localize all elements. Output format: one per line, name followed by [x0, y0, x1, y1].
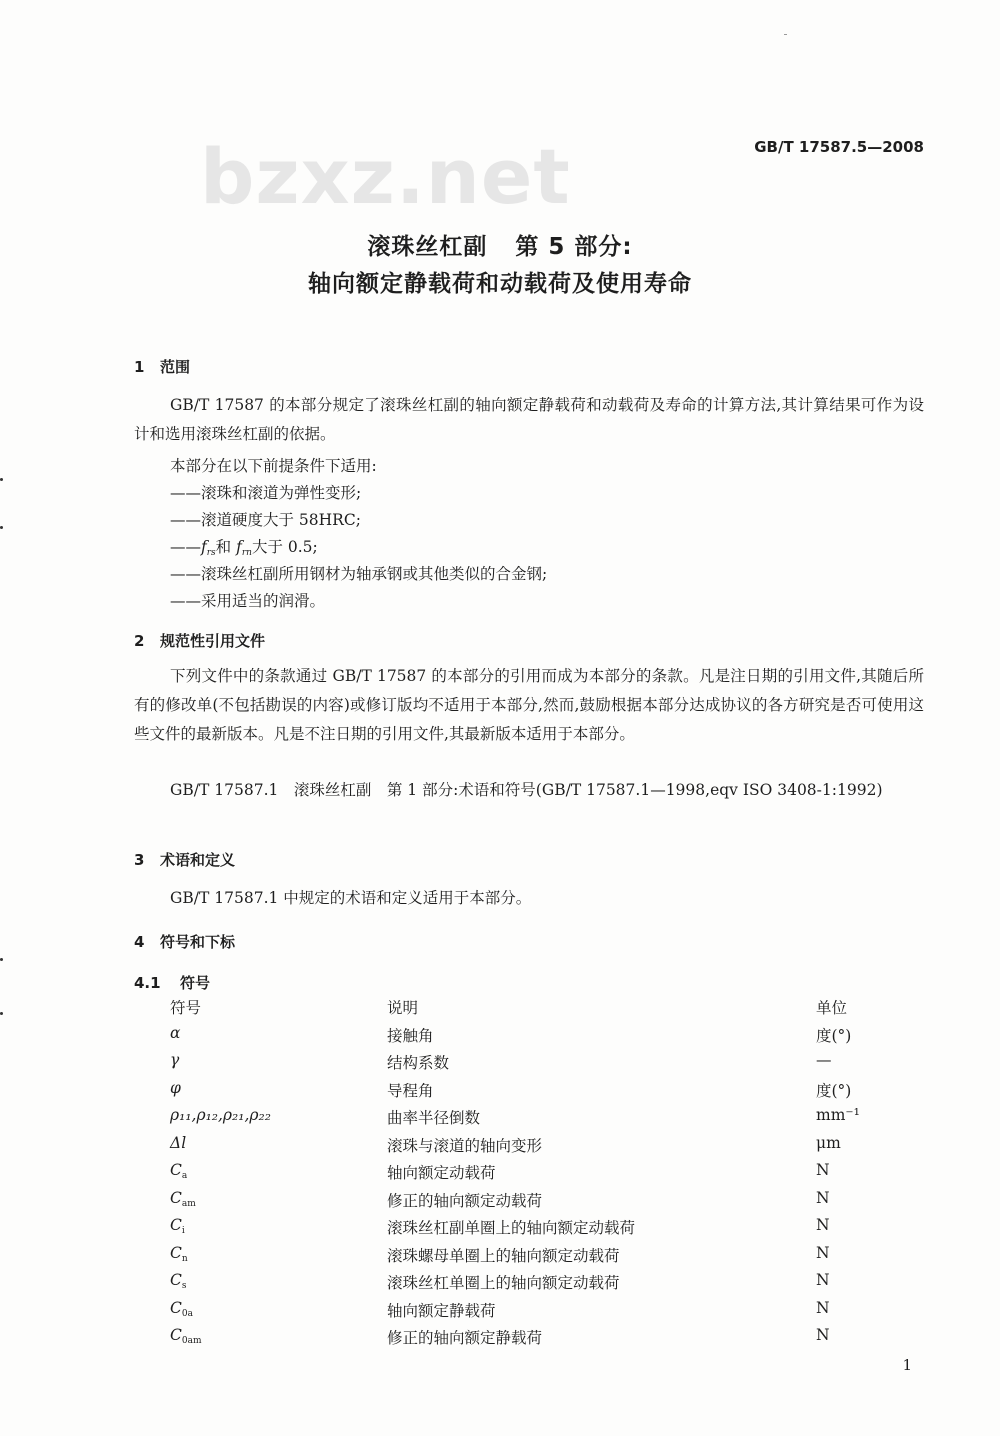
title-line-2: 轴向额定静载荷和动载荷及使用寿命 — [308, 271, 692, 297]
symbol-cell — [170, 1024, 180, 1042]
title-part-b: 第 5 部分: — [515, 234, 633, 260]
description-cell: 修正的轴向额定静载荷 — [387, 1329, 543, 1347]
subscript: rs — [206, 548, 216, 558]
symbol-main: ρ₁₁,ρ₁₂,ρ₂₁,ρ₂₂ — [170, 1106, 271, 1124]
description-cell: 曲率半径倒数 — [387, 1109, 481, 1127]
symbol-f: f — [236, 538, 242, 556]
symbol-main: C — [170, 1298, 182, 1317]
section-1-heading — [134, 356, 190, 377]
symbol-cell — [170, 1189, 196, 1209]
description-cell: 修正的轴向额定动载荷 — [387, 1191, 543, 1210]
unit-cell: 度(°) — [816, 1026, 852, 1045]
scan-mark — [784, 34, 787, 35]
section-3-paragraph: GB/T 17587.1 中规定的术语和定义适用于本部分。 — [170, 889, 532, 907]
subscript: rn — [241, 548, 252, 558]
section-title: 术语和定义 — [160, 851, 236, 869]
symbol-cell — [170, 1299, 193, 1319]
unit-cell: mm⁻¹ — [816, 1106, 860, 1124]
unit-cell: N — [816, 1326, 830, 1344]
symbol-main: C — [170, 1161, 182, 1179]
condition-item-5: ——采用适当的润滑。 — [170, 592, 326, 610]
description-cell: 接触角 — [387, 1026, 434, 1045]
section-4-heading — [134, 931, 235, 952]
description-cell: 轴向额定静载荷 — [387, 1301, 496, 1320]
description-cell: 结构系数 — [387, 1054, 450, 1072]
symbol-subscript: am — [181, 1198, 196, 1209]
section-number: 2 — [134, 632, 145, 650]
description-cell: 滚珠丝杠副单圈上的轴向额定动载荷 — [387, 1219, 636, 1237]
description-cell: 轴向额定动载荷 — [387, 1164, 496, 1182]
section-2-paragraph: 下列文件中的条款通过 GB/T 17587 的本部分的引用而成为本部分的条款。凡是注日期的引用文件,其随后所有的修改单(不包括勘误的内容)或修订版均不适用于本部分,然而,鼓励根据本部分达成协议的各方研究是否可使用这些文件的最新版本。凡是不注日期的引用文件,其最新版本适用于本部分。 — [134, 667, 924, 743]
symbol-cell — [170, 1326, 202, 1346]
symbol-subscript: n — [181, 1253, 188, 1264]
unit-cell: 度(°) — [816, 1081, 852, 1100]
unit-cell: μm — [816, 1133, 841, 1152]
symbol-main: Δl — [170, 1133, 187, 1152]
condition-item-4: ——滚珠丝杠副所用钢材为轴承钢或其他类似的合金钢; — [170, 565, 548, 583]
margin-dot — [0, 958, 3, 961]
section-title: 符号和下标 — [160, 933, 236, 951]
header-symbol: 符号 — [170, 999, 202, 1017]
section-number: 4 — [134, 933, 145, 951]
unit-cell: N — [816, 1216, 830, 1234]
symbol-main: α — [170, 1023, 181, 1042]
symbol-f: f — [201, 538, 207, 556]
symbol-cell — [170, 1216, 185, 1236]
margin-dot — [0, 526, 3, 529]
section-1-paragraph-2: 本部分在以下前提条件下适用: — [170, 457, 377, 475]
symbol-main: C — [170, 1243, 182, 1262]
condition-item-1: ——滚珠和滚道为弹性变形; — [170, 484, 362, 502]
section-number: 4.1 — [134, 974, 161, 992]
connector: 和 — [215, 538, 237, 556]
title-part-a: 滚珠丝杠副 — [367, 234, 488, 260]
description-cell: 导程角 — [387, 1081, 434, 1100]
title-line-1 — [0, 228, 1000, 261]
symbol-subscript: a — [181, 1171, 188, 1181]
symbol-main: φ — [170, 1078, 181, 1097]
description-cell: 滚珠螺母单圈上的轴向额定动载荷 — [387, 1246, 620, 1265]
unit-cell: N — [816, 1243, 830, 1262]
condition-item-2: ——滚道硬度大于 58HRC; — [170, 511, 361, 529]
header-unit: 单位 — [816, 999, 848, 1017]
section-2-heading — [134, 630, 265, 651]
dash: —— — [170, 538, 201, 556]
description-cell: 滚珠与滚道的轴向变形 — [387, 1136, 543, 1155]
symbol-cell — [170, 1079, 181, 1097]
page-number: 1 — [902, 1356, 912, 1374]
section-3-heading — [134, 849, 235, 870]
condition-tail: 大于 0.5; — [251, 538, 318, 556]
unit-cell: N — [816, 1188, 830, 1207]
normative-reference: GB/T 17587.1 滚珠丝杠副 第 1 部分:术语和符号(GB/T 17587.1—1998,eqv ISO 3408-1:1992) — [170, 781, 883, 799]
symbol-main: C — [170, 1271, 182, 1289]
section-title: 规范性引用文件 — [160, 632, 266, 650]
standard-code: GB/T 17587.5—2008 — [754, 138, 924, 156]
section-title: 符号 — [180, 974, 211, 992]
section-4-1-heading — [134, 972, 210, 993]
symbol-subscript: 0am — [181, 1336, 202, 1346]
symbol-cell — [170, 1134, 186, 1152]
symbol-cell — [170, 1161, 187, 1181]
section-number: 1 — [134, 358, 145, 376]
unit-cell: N — [816, 1298, 830, 1317]
unit-cell: N — [816, 1271, 830, 1289]
symbol-cell — [170, 1271, 187, 1291]
section-title: 范围 — [160, 358, 191, 376]
margin-dot — [0, 1012, 3, 1015]
symbol-subscript: i — [181, 1226, 185, 1236]
symbol-main: C — [170, 1326, 182, 1344]
unit-cell: — — [816, 1051, 832, 1069]
symbol-main: C — [170, 1188, 182, 1207]
symbol-cell — [170, 1244, 188, 1264]
unit-cell: N — [816, 1161, 830, 1179]
symbol-main: γ — [170, 1051, 180, 1069]
symbol-subscript: 0a — [181, 1308, 193, 1319]
condition-item-3 — [170, 535, 318, 558]
symbol-subscript: s — [181, 1281, 187, 1291]
symbol-cell — [170, 1106, 271, 1124]
watermark: bzxz.net — [200, 132, 571, 221]
symbol-cell — [170, 1051, 179, 1069]
symbol-main: C — [170, 1216, 182, 1234]
section-number: 3 — [134, 851, 145, 869]
description-cell: 滚珠丝杠单圈上的轴向额定动载荷 — [387, 1274, 620, 1292]
margin-dot — [0, 478, 3, 481]
header-description: 说明 — [387, 999, 419, 1017]
section-1-paragraph-1: GB/T 17587 的本部分规定了滚珠丝杠副的轴向额定静载荷和动载荷及寿命的计算方法,其计算结果可作为设计和选用滚珠丝杠副的依据。 — [134, 396, 924, 443]
